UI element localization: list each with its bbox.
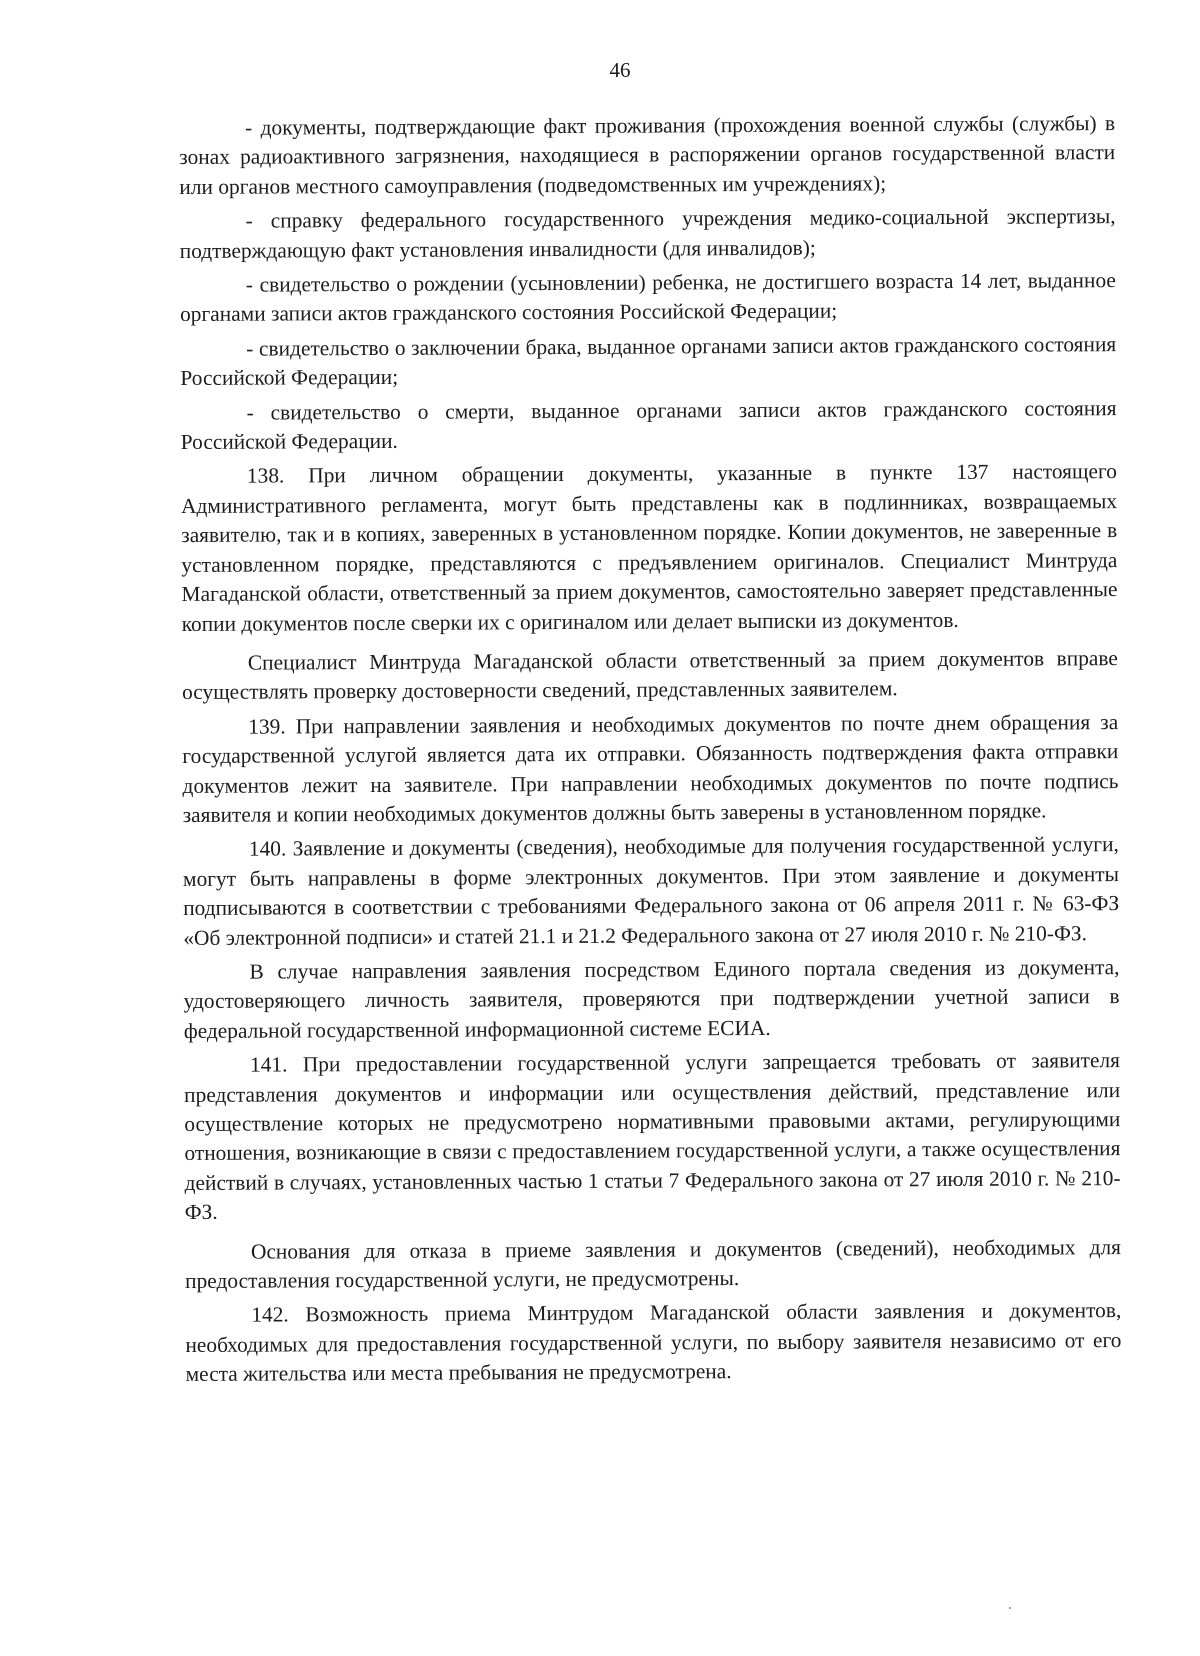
paragraph-refusal-grounds: Основания для отказа в приеме заявления и документов (сведений), необходимых для предоставления государственной услуги, не предусмотрены.: [185, 1234, 1122, 1294]
paragraph-141: 141. При предоставлении государственной услуги запрещается требовать от заявителя представления документов и информации или осуществления действий, представление или осуществление которых не предусмотрено нормативными правовыми актами, регулирующими отношения, возникающие в связи с предоставлением государственной услуги, а также осуществления действий в случаях, установленных частью 1 статьи 7 Федерального закона от 27 июля 2010 г. № 210-ФЗ.: [184, 1048, 1121, 1225]
paragraph-138: 138. При личном обращении документы, указанные в пункте 137 настоящего Административного регламента, могут быть представлены как в подлинниках, возвращаемых заявителю, так и в копиях, заверенных в установленном порядке. Копии документов, не заверенные в установленном порядке, представляются с предъявлением оригиналов. Специалист Минтруда Магаданской области, ответственный за прием документов, самостоятельно заверяет представленные копии документов после сверки их с оригиналом или делает выписки из документов.: [180, 459, 1118, 636]
scan-speck: [1009, 1607, 1011, 1609]
list-item-marriage-certificate: - свидетельство о заключении брака, выданное органами записи актов гражданского состояния Российской Федерации;: [180, 331, 1117, 391]
paragraph-140: 140. Заявление и документы (сведения), необходимые для получения государственной услуги, могут быть направлены в форме электронных документов. При этом заявление и документы подписываются в соответствии с требованиями Федерального закона от 06 апреля 2011 г. № 63-ФЗ «Об электронной подписи» и статей 21.1 и 21.2 Федерального закона от 27 июля 2010 г. № 210-ФЗ.: [182, 832, 1120, 950]
list-item-disability-certificate: - справку федерального государственного учреждения медико-социальной экспертизы, подтверждающую факт установления инвалидности (для инвалидов);: [179, 204, 1116, 263]
paragraph-142: 142. Возможность приема Минтрудом Магаданской области заявления и документов, необходимых для предоставления государственной услуги, по выбору заявителя независимо от его места жительства или места пребывания не предусмотрена.: [185, 1298, 1122, 1387]
paragraph-esia-verification: В случае направления заявления посредством Единого портала сведения из документа, удостоверяющего личность заявителя, проверяются при подтверждении учетной записи в федеральной государственной информационной системе ЕСИА.: [183, 955, 1120, 1043]
list-item-birth-certificate: - свидетельство о рождении (усыновлении) ребенка, не достигшего возраста 14 лет, выданное органами записи актов гражданского состояния Российской Федерации;: [179, 268, 1116, 327]
page-number: 46: [609, 58, 631, 82]
paragraph-specialist-verification: Специалист Минтруда Магаданской области ответственный за прием документов вправе осуществлять проверку достоверности сведений, представленных заявителем.: [181, 645, 1118, 705]
list-item-residence-documents: - документы, подтверждающие факт проживания (прохождения военной службы (службы) в зонах радиоактивного загрязнения, находящиеся в распоряжении органов государственной власти или органов местного самоуправления (подведомственных им учреждениях);: [179, 111, 1116, 199]
paragraph-139: 139. При направлении заявления и необходимых документов по почте днем обращения за государственной услугой является дата их отправки. Обязанность подтверждения факта отправки документов лежит на заявителе. При направлении необходимых документов по почте подпись заявителя и копии необходимых документов должны быть заверены в установленном порядке.: [182, 709, 1119, 827]
document-body: [179, 109, 1122, 1395]
list-item-death-certificate: - свидетельство о смерти, выданное органами записи актов гражданского состояния Российской Федерации.: [180, 395, 1117, 455]
